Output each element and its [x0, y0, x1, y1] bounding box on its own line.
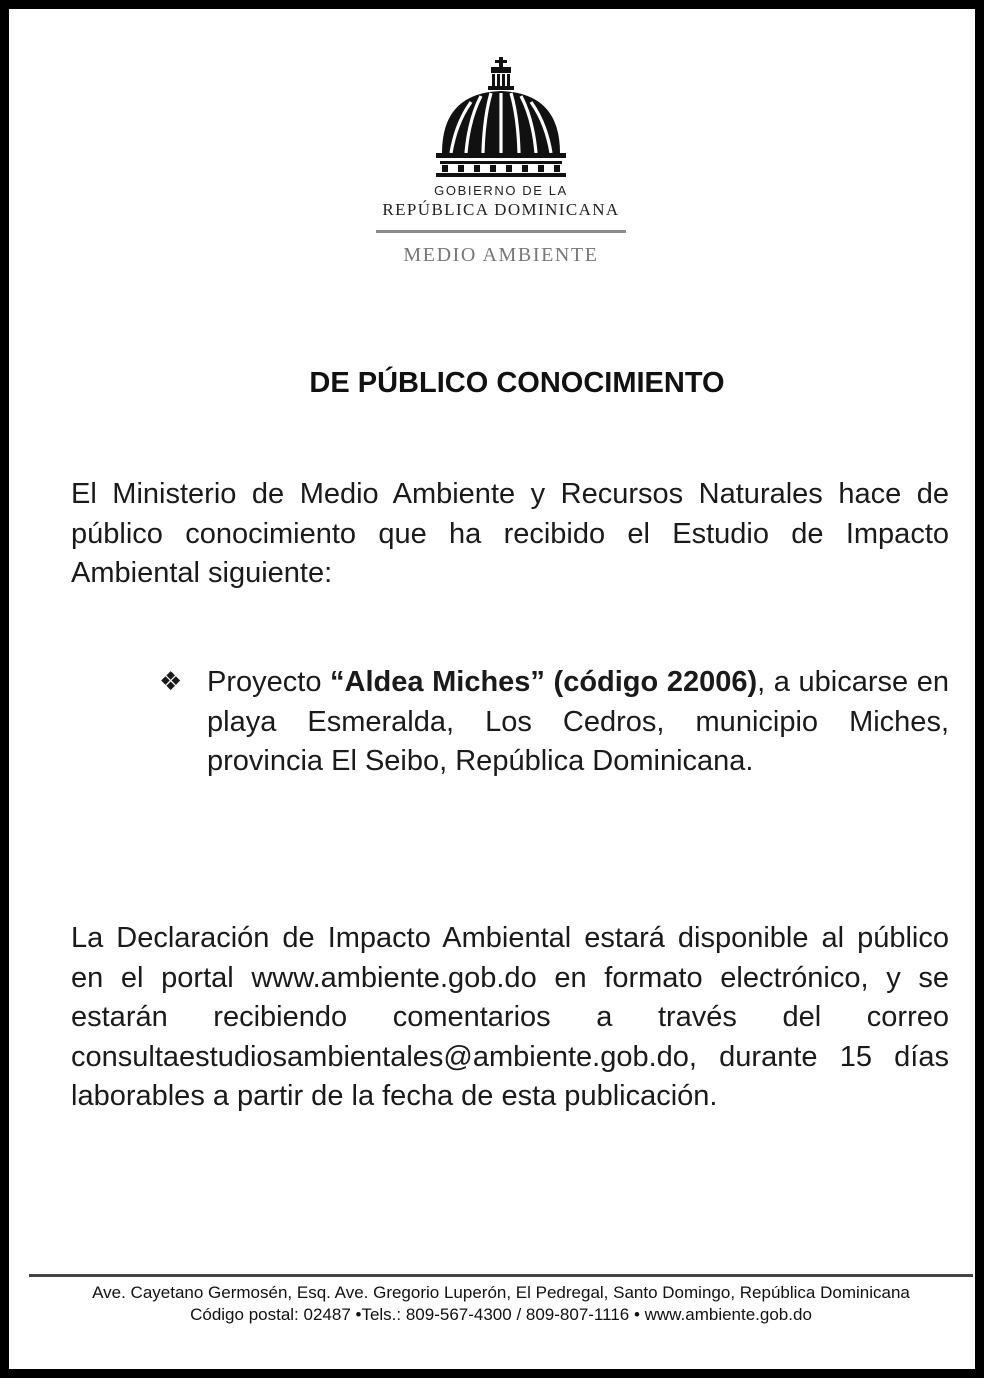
government-logo	[9, 57, 984, 267]
project-prefix: Proyecto	[207, 666, 331, 698]
project-bullet-text	[207, 663, 949, 782]
project-bullet	[159, 663, 949, 782]
project-name-code: “Aldea Miches” (código 22006)	[330, 666, 758, 698]
logo-divider	[376, 230, 626, 233]
notice-heading: DE PÚBLICO CONOCIMIENTO	[309, 367, 725, 399]
footer-contact: Código postal: 02487 •Tels.: 809-567-4300 / 809-807-1116 • www.ambiente.gob.do	[190, 1305, 812, 1324]
logo-line-small: GOBIERNO DE LA	[434, 183, 568, 198]
footer-divider	[29, 1274, 973, 1277]
logo-line-country: REPÚBLICA DOMINICANA	[382, 200, 620, 219]
availability-paragraph: La Declaración de Impacto Ambiental estará disponible al público en el portal www.ambiente.gob.do en formato electrónico, y se estarán recibiendo comentarios a través del correo consultaestudiosambientales@ambiente.gob.do, durante 15 días laborables a partir de la fecha de esta publicación.	[71, 922, 949, 1112]
dome-icon	[436, 57, 566, 177]
diamond-bullet-icon: ❖	[159, 667, 183, 697]
footer-address: Ave. Cayetano Germosén, Esq. Ave. Gregorio Luperón, El Pedregal, Santo Domingo, República Dominicana	[92, 1283, 910, 1302]
intro-paragraph: El Ministerio de Medio Ambiente y Recursos Naturales hace de público conocimiento que ha recibido el Estudio de Impacto Ambiental siguiente:	[71, 478, 949, 589]
project-location: , a ubicarse en playa Esmeralda, Los Cedros, municipio Miches, provincia El Seibo, República Dominicana.	[207, 666, 949, 777]
footer	[29, 1282, 973, 1326]
logo-department: MEDIO AMBIENTE	[403, 244, 599, 266]
